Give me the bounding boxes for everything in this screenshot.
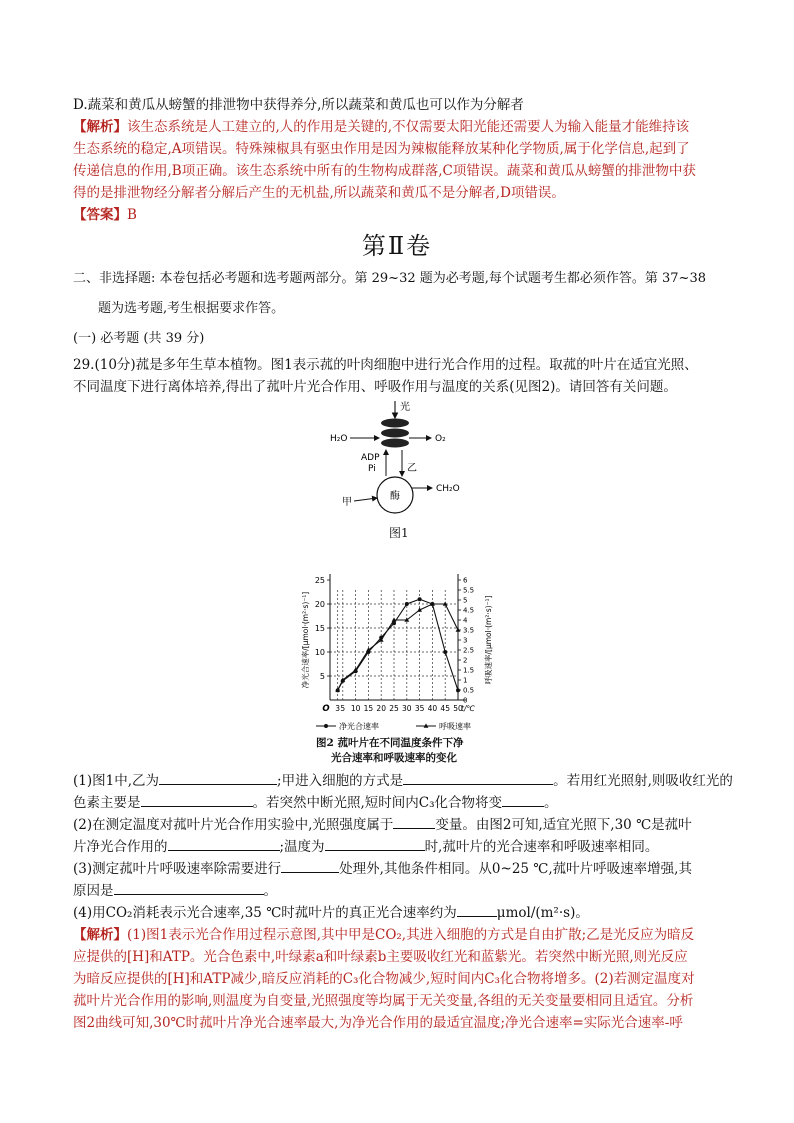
light-label: 光: [400, 402, 410, 413]
x-tick-label: 15: [363, 704, 374, 713]
x-tick-label: 10: [350, 704, 361, 713]
jia-arrow: [354, 498, 377, 501]
thylakoid-disc: [381, 429, 409, 438]
analysis-line-2: 生态系统的稳定,A项错误。特殊辣椒具有驱虫作用是因为辣椒能释放某种化学物质,属于化学信息,起到了: [73, 141, 690, 157]
question-1-line-1: (1)图1中,乙为 ;甲进入细胞的方式是 。若用红光照射,则吸收红光的: [73, 770, 733, 792]
blank-reason[interactable]: [114, 880, 264, 895]
net-photosynthesis-point: [443, 650, 447, 654]
analysis2-tag: 【解析】: [73, 927, 127, 943]
legend-marker-net: [324, 724, 328, 728]
y-right-tick-label: 6: [463, 576, 468, 585]
blank-variable[interactable]: [393, 814, 435, 829]
section-title: 第Ⅱ卷: [361, 232, 433, 260]
blank-yi[interactable]: [159, 770, 277, 785]
analysis-line-4: 得的是排泄物经分解者分解后产生的无机盐,所以蔬菜和黄瓜不是分解者,D项错误。: [73, 185, 565, 201]
analysis-tag: 【解析】: [73, 119, 127, 135]
x-tick-label: 50: [453, 704, 463, 713]
question-1-line-2: 色素主要是 。若突然中断光照,短时间内C₃化合物将变 。: [73, 792, 558, 814]
y-left-axis-title: 净光合速率/[μmol·(m²·s)⁻¹]: [301, 591, 310, 689]
question-4-line: (4)用CO₂消耗表示光合速率,35 ℃时菰叶片的真正光合速率约为 μmol/(m²·s)。: [73, 902, 589, 924]
blank-temperature[interactable]: [325, 836, 425, 851]
pi-label: Pi: [368, 464, 376, 474]
x-tick-label: 25: [389, 704, 399, 713]
y-left-tick-label: 5: [319, 672, 325, 681]
question-3-line-2: 原因是 。: [73, 880, 277, 902]
analysis2-line-5: 图2曲线可知,30℃时菰叶片净光合速率最大,为净光合作用的最适宜温度;净光合速率=实际光合速率-呼: [73, 1015, 683, 1031]
analysis2-line-2: 应提供的[H]和ATP。光合色素中,叶绿素a和叶绿素b主要吸收红光和蓝紫光。若突然中断光照,则光反应: [73, 949, 688, 965]
series-line-circle: [338, 599, 458, 690]
question-2-line-2: 片净光合作用的 ;温度为 时,菰叶片的光合速率和呼吸速率相同。: [73, 836, 658, 858]
y-left-tick-label: 25: [314, 576, 325, 585]
section-intro-2: 题为选考题,考生根据要求作答。: [98, 301, 285, 316]
blank-optimum[interactable]: [168, 836, 280, 851]
x-tick-label: 40: [427, 704, 438, 713]
x-tick-label: 30: [402, 704, 412, 713]
x-tick-label: 45: [440, 704, 450, 713]
y-left-tick-label: 20: [314, 600, 325, 609]
y-right-tick-label: 0.5: [463, 686, 475, 695]
x-tick-label: 20: [376, 704, 386, 713]
y-left-tick-label: 10: [314, 648, 325, 657]
h2o-label: H₂O: [330, 434, 348, 444]
section-intro-1: 二、非选择题: 本卷包括必考题和选考题两部分。第 29~32 题为必考题,每个试题考生都必须作答。第 37~38: [73, 271, 706, 286]
y-right-axis-title: 呼吸速率/[μmol·(m²·s)⁻¹]: [484, 595, 493, 685]
net-photosynthesis-point: [456, 688, 460, 692]
ch2o-label: CH₂O: [436, 484, 460, 494]
analysis2-line-4: 菰叶片光合作用的影响,则温度为自变量,光照强度等均属于无关变量,各组的无关变量要相同且适宜。分析: [73, 993, 694, 1009]
blank-rate[interactable]: [457, 902, 497, 917]
y-left-tick-label: 15: [314, 624, 325, 633]
answer-tag: 【答案】: [73, 207, 127, 223]
thylakoid-disc: [381, 419, 409, 428]
yi-label: 乙: [407, 463, 417, 474]
question-3-line-1: (3)测定菰叶片呼吸速率除需要进行 处理外,其他条件相同。从0~25 ℃,菰叶片呼吸速率增强,其: [73, 858, 692, 880]
figure-1-diagram: [320, 398, 500, 538]
y-right-tick-label: 5: [463, 596, 468, 605]
q29-stem-1: 29.(10分)菰是多年生草本植物。图1表示菰的叶肉细胞中进行光合作用的过程。取菰的叶片在适宜光照、: [73, 357, 698, 373]
y-right-tick-label: 1: [463, 676, 468, 685]
y-right-tick-label: 2.5: [463, 646, 475, 655]
x-tick-label: 5: [340, 704, 346, 713]
analysis2-line-3: 为暗反应提供的[H]和ATP减少,暗反应消耗的C₃化合物减少,短时间内C₃化合物将增多。(2)若测定温度对: [73, 971, 695, 987]
respiration-point: [456, 627, 461, 631]
y-right-tick-label: 4.5: [463, 606, 475, 615]
legend-label-net: 净光合速率: [339, 722, 379, 731]
y-right-tick-label: 0: [463, 696, 468, 705]
blank-pigment[interactable]: [141, 792, 253, 807]
figure-2-caption-2: 光合速率和呼吸速率的变化: [331, 752, 457, 764]
x-axis-title: t/℃: [461, 704, 475, 713]
option-d: D.蔬菜和黄瓜从螃蟹的排泄物中获得养分,所以蔬菜和黄瓜也可以作为分解者: [73, 97, 524, 113]
thylakoid-disc: [381, 439, 409, 448]
jia-label: 甲: [342, 497, 352, 508]
answer-line: [73, 204, 137, 226]
blank-transport[interactable]: [403, 770, 553, 785]
answer-value: B: [127, 207, 137, 223]
analysis-line-1: 【解析】该生态系统是人工建立的,人的作用是关键的,不仅需要太阳光能还需要人为输入能量才能维持该: [73, 119, 690, 135]
blank-c3[interactable]: [502, 792, 544, 807]
q29-stem-2: 不同温度下进行离体培养,得出了菰叶片光合作用、呼吸作用与温度的关系(见图2)。请回答有关问题。: [73, 379, 677, 395]
required-heading: (一) 必考题 (共 39 分): [73, 331, 205, 346]
net-photosynthesis-point: [418, 597, 422, 601]
x-origin-label: O: [322, 704, 330, 714]
x-tick-label: 35: [414, 704, 425, 713]
enzyme-label: 酶: [390, 491, 400, 502]
y-right-tick-label: 2: [463, 656, 468, 665]
analysis2-line-1: 【解析】(1)图1表示光合作用过程示意图,其中甲是CO₂,其进入细胞的方式是自由扩散;乙是光反应为暗反: [73, 927, 695, 943]
y-right-tick-label: 1.5: [463, 666, 475, 675]
adp-label: ADP: [361, 453, 380, 463]
legend-label-respiration: 呼吸速率: [439, 722, 471, 731]
o2-label: O₂: [435, 434, 446, 444]
y-right-tick-label: 3: [463, 636, 468, 645]
figure-1-caption: 图1: [389, 526, 409, 540]
question-2-line-1: (2)在测定温度对菰叶片光合作用实验中,光照强度属于 变量。由图2可知,适宜光照下,30 ℃是菰叶: [73, 814, 692, 836]
y-right-tick-label: 3.5: [463, 626, 475, 635]
blank-treatment[interactable]: [281, 858, 339, 873]
y-right-tick-label: 5.5: [463, 586, 475, 595]
figure-2-caption-1: 图2 菰叶片在不同温度条件下净: [316, 737, 464, 749]
net-photosynthesis-point: [405, 602, 409, 606]
analysis-line-3: 传递信息的作用,B项正确。该生态系统中所有的生物构成群落,C项错误。蔬菜和黄瓜从螃蟹的排泄物中获: [73, 163, 696, 179]
x-tick-label: 3: [335, 704, 341, 713]
y-right-tick-label: 4: [463, 616, 468, 625]
